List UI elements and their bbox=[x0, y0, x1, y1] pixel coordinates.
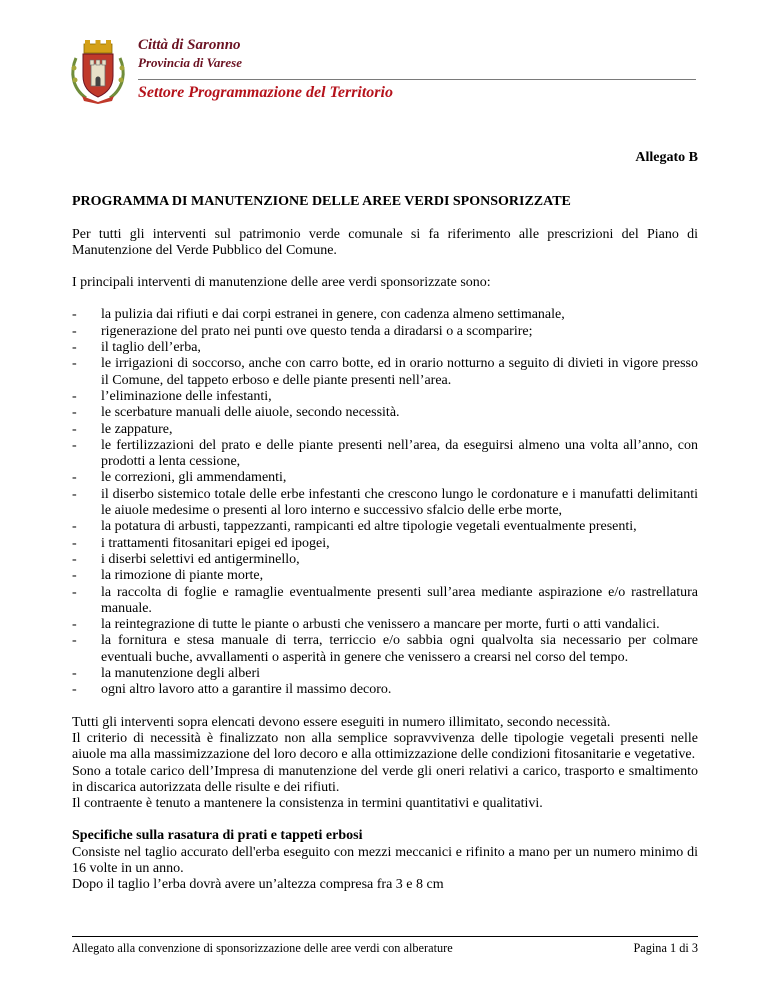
city-name: Città di Saronno bbox=[138, 37, 241, 53]
paragraph-interventions: Tutti gli interventi sopra elencati devono essere eseguiti in numero illimitato, secondo necessità. bbox=[72, 714, 611, 730]
list-item: - la raccolta di foglie e ramaglie eventualmente presenti sull’area mediante aspirazione e/o rastrellatura manuale. bbox=[72, 584, 698, 616]
list-item: - le correzioni, gli ammendamenti, bbox=[72, 470, 287, 486]
letterhead-text bbox=[138, 36, 696, 72]
document-title: PROGRAMMA DI MANUTENZIONE DELLE AREE VERDI SPONSORIZZATE bbox=[72, 194, 571, 210]
list-item: - la fornitura e stesa manuale di terra, terriccio e/o sabbia ogni qualvolta sia necessario per colmare eventuali buche, avvallamenti o asperità in genere che venissero a crearsi nel corso del tempo. bbox=[72, 633, 698, 665]
letterhead bbox=[68, 30, 696, 110]
spec-paragraph: Dopo il taglio l’erba dovrà avere un’altezza compresa fra 3 e 8 cm bbox=[72, 877, 444, 893]
list-item: - il taglio dell’erba, bbox=[72, 340, 201, 356]
sector-name: Settore Programmazione del Territorio bbox=[138, 84, 393, 101]
coat-of-arms-logo bbox=[68, 38, 128, 104]
list-item: - le zappature, bbox=[72, 421, 173, 437]
paragraph-costs: Sono a totale carico dell’Impresa di manutenzione del verde gli oneri relativi a carico, trasporto e smaltimento in discarica autorizzata delle risulte e dei rifiuti. bbox=[72, 763, 698, 795]
list-item: - le fertilizzazioni del prato e delle piante presenti nell’area, da eseguirsi almeno una volta all’anno, con prodotti a lenta cessione, bbox=[72, 437, 698, 470]
section-heading: Specifiche sulla rasatura di prati e tappeti erbosi bbox=[72, 828, 363, 844]
list-item: - la potatura di arbusti, tappezzanti, rampicanti ed altre tipologie vegetali eventualmente presenti, bbox=[72, 519, 637, 535]
list-item: - le scerbature manuali delle aiuole, secondo necessità. bbox=[72, 405, 400, 421]
province-name: Provincia di Varese bbox=[138, 55, 242, 70]
document-body bbox=[72, 150, 698, 894]
list-item: - rigenerazione del prato nei punti ove questo tenda a diradarsi o a scomparire; bbox=[72, 323, 533, 339]
list-item: - le irrigazioni di soccorso, anche con carro botte, ed in orario notturno a seguito di divieti in vigore presso il Comune, del tappeto erboso e delle piante presenti nell’area. bbox=[72, 356, 698, 388]
list-intro: I principali interventi di manutenzione delle aree verdi sponsorizzate sono: bbox=[72, 275, 491, 291]
spec-paragraph: Consiste nel taglio accurato dell'erba eseguito con mezzi meccanici e rifinito a mano per un numero minimo di 16 volte in un anno. bbox=[72, 844, 698, 876]
maintenance-list bbox=[72, 307, 698, 698]
list-item: - ogni altro lavoro atto a garantire il massimo decoro. bbox=[72, 682, 392, 698]
paragraph-contractor: Il contraente è tenuto a mantenere la consistenza in termini quantitativi e qualitativi. bbox=[72, 796, 543, 812]
attachment-label: Allegato B bbox=[635, 150, 698, 165]
list-item: - i diserbi selettivi ed antigerminello, bbox=[72, 551, 300, 567]
list-item: - l’eliminazione delle infestanti, bbox=[72, 388, 272, 404]
list-item: - i trattamenti fitosanitari epigei ed ipogei, bbox=[72, 535, 330, 551]
paragraph-criterion: Il criterio di necessità è finalizzato non alla semplice sopravvivenza delle tipologie vegetali presenti nelle aiuole ma alla massimizzazione del loro decoro e alla ottimizzazione delle condizioni fitosanitarie e vegetative. bbox=[72, 730, 698, 763]
header-divider bbox=[138, 79, 696, 80]
list-item: - la reintegrazione di tutte le piante o arbusti che venissero a mancare per morte, furti o atti vandalici. bbox=[72, 617, 660, 633]
list-item: - la rimozione di piante morte, bbox=[72, 568, 264, 584]
intro-paragraph: Per tutti gli interventi sul patrimonio verde comunale si fa riferimento alle prescrizioni del Piano di Manutenzione del Verde Pubblico del Comune. bbox=[72, 226, 698, 258]
list-item: - la manutenzione degli alberi bbox=[72, 666, 260, 682]
page-footer bbox=[72, 936, 698, 955]
page-number: Pagina 1 di 3 bbox=[633, 941, 698, 955]
list-item: - il diserbo sistemico totale delle erbe infestanti che crescono lungo le cordonature e i manufatti delimitanti le aiuole medesime o presenti al loro interno e successivo sfalcio delle erbe morte, bbox=[72, 486, 698, 519]
footer-caption: Allegato alla convenzione di sponsorizzazione delle aree verdi con alberature bbox=[72, 941, 453, 955]
list-item: - la pulizia dai rifiuti e dai corpi estranei in genere, con cadenza almeno settimanale, bbox=[72, 307, 565, 323]
